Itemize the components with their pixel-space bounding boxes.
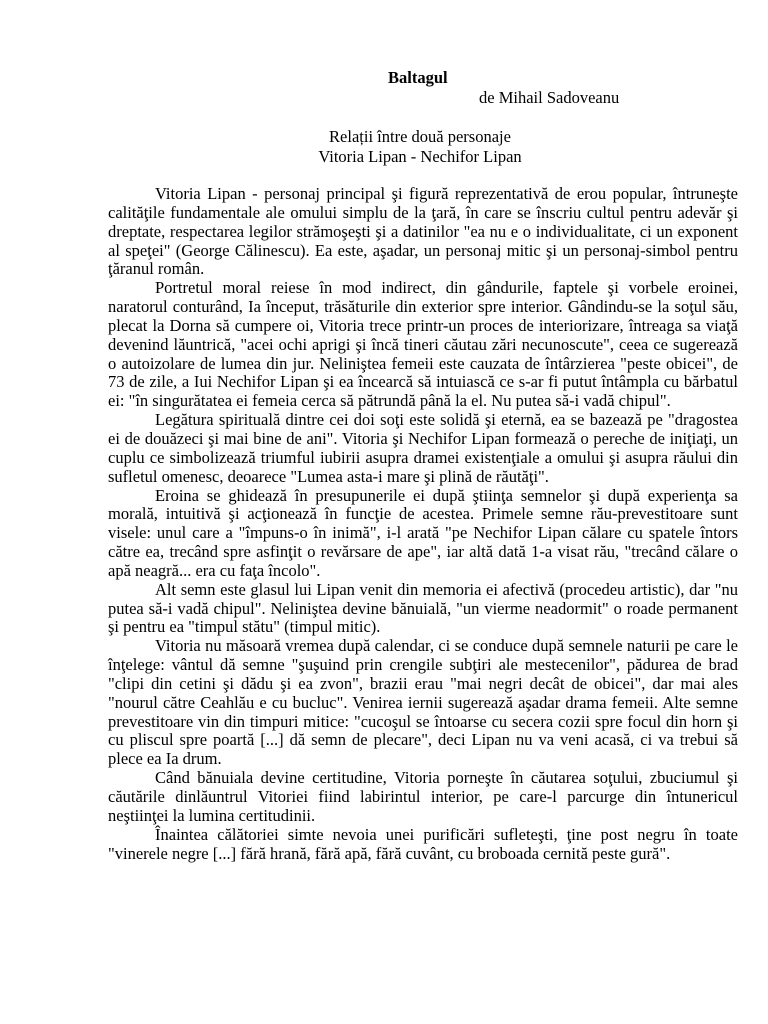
paragraph-6: Vitoria nu măsoară vremea după calendar, ci se conduce după semnele naturii pe care le înţelege: vântul dă semne "şuşuind prin crengile subţiri ale mestecenilor", pădurea de brad "clipi din cetini şi dădu şi ea zvon", brazii erau "mai negri decât de obicei", dar mai ales "nourul către Ceahlău e cu bucluc". Venirea iernii sugerează aşadar drama femeii. Alte semne prevestitoare vin din timpuri mitice: "cucoşul se întoarse cu secera cozii spre focul din horn şi cu pliscul spre poartă [...] dă semn de plecare", deci Lipan nu va veni acasă, ci va trebui să plece ea Ia drum. [108,636,738,769]
document-body [108,185,738,863]
document-author: de Mihail Sadoveanu [479,88,620,107]
document-subtitle-line-2: Vitoria Lipan - Nechifor Lipan [318,147,522,166]
paragraph-7: Când bănuiala devine certitudine, Vitoria porneşte în căutarea soţului, zbuciumul şi căutările dinlăuntrul Vitoriei fiind labirintul interior, pe care-l parcurge din întunericul neştiinţei la lumina certitudinii. [108,768,738,825]
document-title: Baltagul [388,68,448,87]
paragraph-2: Portretul moral reiese în mod indirect, din gândurile, faptele şi vorbele eroinei, naratorul conturând, Ia început, trăsăturile din exterior spre interior. Gândindu-se la soţul său, plecat la Dorna să cumpere oi, Vitoria trece printr-un proces de interiorizare, întreaga sa viaţă devenind lăuntrică, "acei ochi aprigi şi încă tineri căutau zări necunoscute", ceea ce sugerează o autoizolare de lumea din jur. Neliniştea femeii este cauzata de întârzierea "peste obicei", de 73 de zile, a Iui Nechifor Lipan şi ea încearcă să intuiască ce s-ar fi putut întâmpla cu bărbatul ei: "în singurătatea ei femeia cerca să pătrundă până la el. Nu putea să-i vadă chipul". [108,278,738,411]
paragraph-5: Alt semn este glasul lui Lipan venit din memoria ei afectivă (procedeu artistic), dar "nu putea să-i vadă chipul". Neliniştea devine bănuială, "un vierme neadormit" o roade permanent şi pentru ea "timpul stătu" (timpul mitic). [108,579,738,637]
paragraph-3: Legătura spirituală dintre cei doi soţi este solidă şi eternă, ea se bazează pe "dragostea ei de douăzeci şi mai bine de ani". Vitoria şi Nechifor Lipan formează o pereche de iniţiaţi, un cuplu ce simbolizează triumful iubirii asupra dramei existenţiale a omului şi asupra răului din sufletul omenesc, deoarece "Lumea asta-i mare şi plină de răutăţi". [108,410,738,486]
paragraph-4: Eroina se ghidează în presupunerile ei după ştiinţa semnelor şi după experienţa sa morală, intuitivă şi acţionează în funcţie de acestea. Primele semne rău-prevestitoare sunt visele: unul care a "împuns-o în inimă", i-l arată "pe Nechifor Lipan călare cu spatele întors către ea, trecând spre asfinţit o revărsare de ape", iar altă dată 1-a visat rău, "trecând călare o apă neagră... era cu faţa încolo". [108,485,738,580]
document-subtitle-line-1: Relații între două personaje [329,127,511,146]
paragraph-1: Vitoria Lipan - personaj principal şi figură reprezentativă de erou popular, întruneşte calităţile fundamentale ale omului simplu de la ţară, în care se înscriu cultul pentru adevăr şi dreptate, respectarea legilor strămoşeşti şi a datinilor "ea nu e o individualitate, ci un exponent al speţei" (George Călinescu). Ea este, aşadar, un personaj mitic şi un personaj-simbol pentru ţăranul român. [108,184,738,279]
paragraph-8: Înaintea călătoriei simte nevoia unei purificări sufleteşti, ţine post negru în toate "vinerele negre [...] fără hrană, fără apă, fără cuvânt, cu broboada cernită peste gură". [108,824,738,863]
